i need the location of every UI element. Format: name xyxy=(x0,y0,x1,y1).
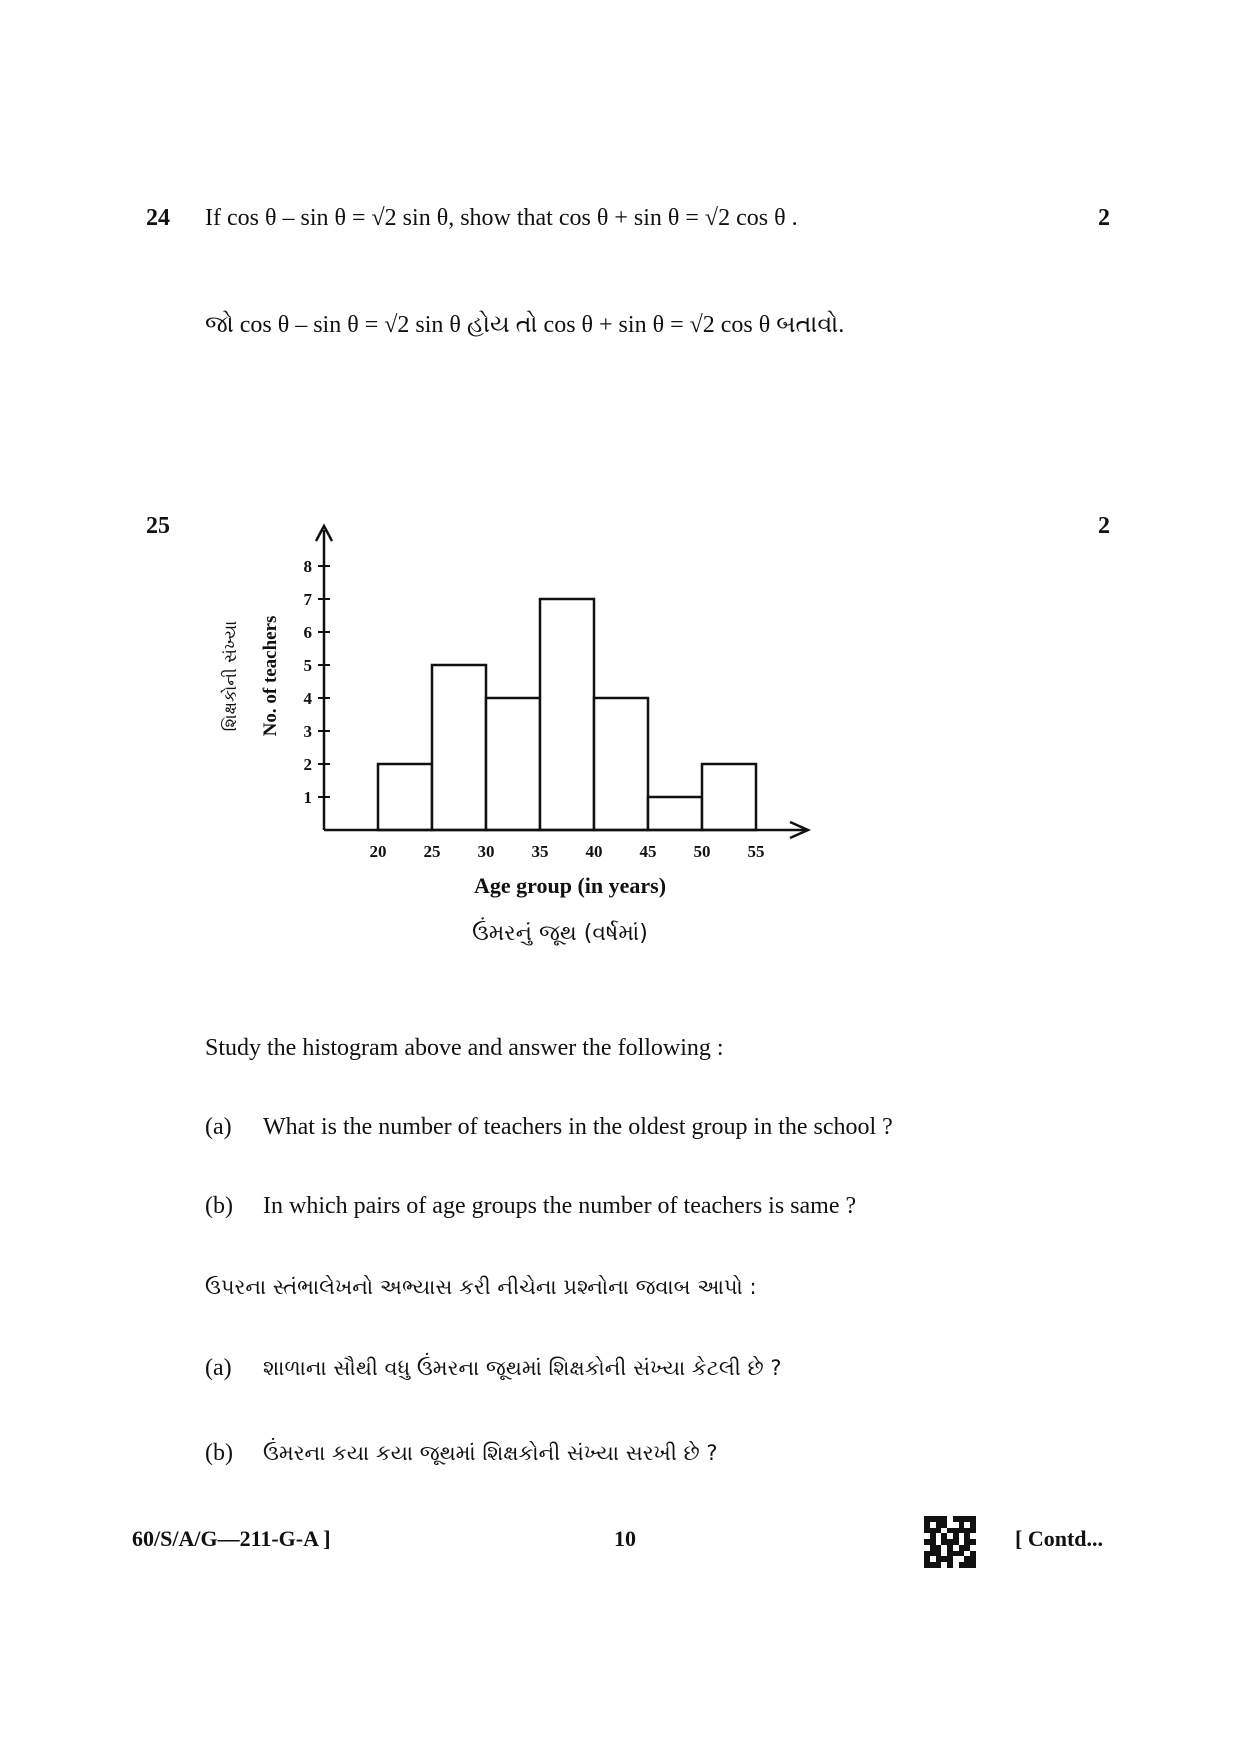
y-axis-label-gujarati: શિક્ષકોની સંખ્યા xyxy=(221,620,241,732)
contd-label: [ Contd... xyxy=(1015,1526,1104,1551)
q24-english-text: If cos θ – sin θ = √2 sin θ, show that cos θ + sin θ = √2 cos θ . xyxy=(205,205,798,231)
histogram-bar-35-40 xyxy=(540,599,594,830)
q25-instruction-english: Study the histogram above and answer the following : xyxy=(205,1035,724,1061)
part-b-label: (b) xyxy=(205,1193,233,1219)
histogram-bar-40-45 xyxy=(594,698,648,830)
histogram-bars xyxy=(378,599,756,830)
x-tick-label: 50 xyxy=(693,842,711,861)
x-tick-label: 35 xyxy=(531,842,549,861)
y-tick-label: 6 xyxy=(303,623,312,642)
q24-gujarati-text: જો cos θ – sin θ = √2 sin θ હોય તો cos θ + sin θ = √2 cos θ બતાવો. xyxy=(205,312,845,338)
x-axis-label: Age group (in years) xyxy=(473,873,667,898)
q24-number: 24 xyxy=(146,205,170,231)
histogram-bar-20-25 xyxy=(378,764,432,830)
x-axis-label-gujarati: ઉંમરનું જૂથ (વર્ષમાં) xyxy=(472,921,648,946)
part-b-label-gujarati: (b) xyxy=(205,1440,233,1466)
x-tick-label: 30 xyxy=(477,842,495,861)
page-number: 10 xyxy=(614,1526,636,1551)
q25-number: 25 xyxy=(146,513,170,539)
q25-part-a-english xyxy=(205,1114,893,1141)
histogram-bar-25-30 xyxy=(432,665,486,830)
histogram-bar-45-50 xyxy=(648,797,702,830)
y-tick-label: 3 xyxy=(303,722,312,741)
x-tick-label: 55 xyxy=(747,842,765,861)
y-ticks xyxy=(304,557,331,807)
q25-instruction-gujarati: ઉપરના સ્તંભાલેખનો અભ્યાસ કરી નીચેના પ્રશ્નોના જવાબ આપો : xyxy=(205,1275,757,1299)
q24-marks: 2 xyxy=(1098,205,1110,231)
q25-marks: 2 xyxy=(1098,513,1110,539)
q25-part-b-english xyxy=(205,1193,856,1220)
y-tick-label: 7 xyxy=(303,590,312,609)
y-tick-label: 2 xyxy=(303,755,312,774)
q25-part-b-gujarati xyxy=(205,1440,718,1467)
part-a-text: What is the number of teachers in the oldest group in the school ? xyxy=(263,1114,893,1140)
q25-part-a-gujarati xyxy=(205,1355,782,1382)
histogram-bar-50-55 xyxy=(702,764,756,830)
qr-code-icon xyxy=(924,1516,976,1568)
paper-code: 60/S/A/G—211-G-A ] xyxy=(132,1526,331,1551)
part-a-text-gujarati: શાળાના સૌથી વધુ ઉંમરના જૂથમાં શિક્ષકોની સંખ્યા કેટલી છે ? xyxy=(263,1356,782,1380)
part-b-text: In which pairs of age groups the number of teachers is same ? xyxy=(263,1193,857,1219)
x-tick-label: 45 xyxy=(639,842,657,861)
x-tick-label: 20 xyxy=(369,842,387,861)
part-a-label-gujarati: (a) xyxy=(205,1355,232,1381)
y-tick-label: 1 xyxy=(303,788,312,807)
x-tick-label: 25 xyxy=(423,842,441,861)
histogram-bar-30-35 xyxy=(486,698,540,830)
y-tick-label: 5 xyxy=(303,656,312,675)
x-ticks xyxy=(370,842,765,861)
y-tick-label: 4 xyxy=(303,689,312,708)
part-b-text-gujarati: ઉંમરના કયા કયા જૂથમાં શિક્ષકોની સંખ્યા સરખી છે ? xyxy=(263,1441,718,1465)
x-tick-label: 40 xyxy=(585,842,603,861)
part-a-label: (a) xyxy=(205,1114,232,1140)
y-tick-label: 8 xyxy=(303,557,312,576)
y-axis-label: No. of teachers xyxy=(260,615,281,737)
